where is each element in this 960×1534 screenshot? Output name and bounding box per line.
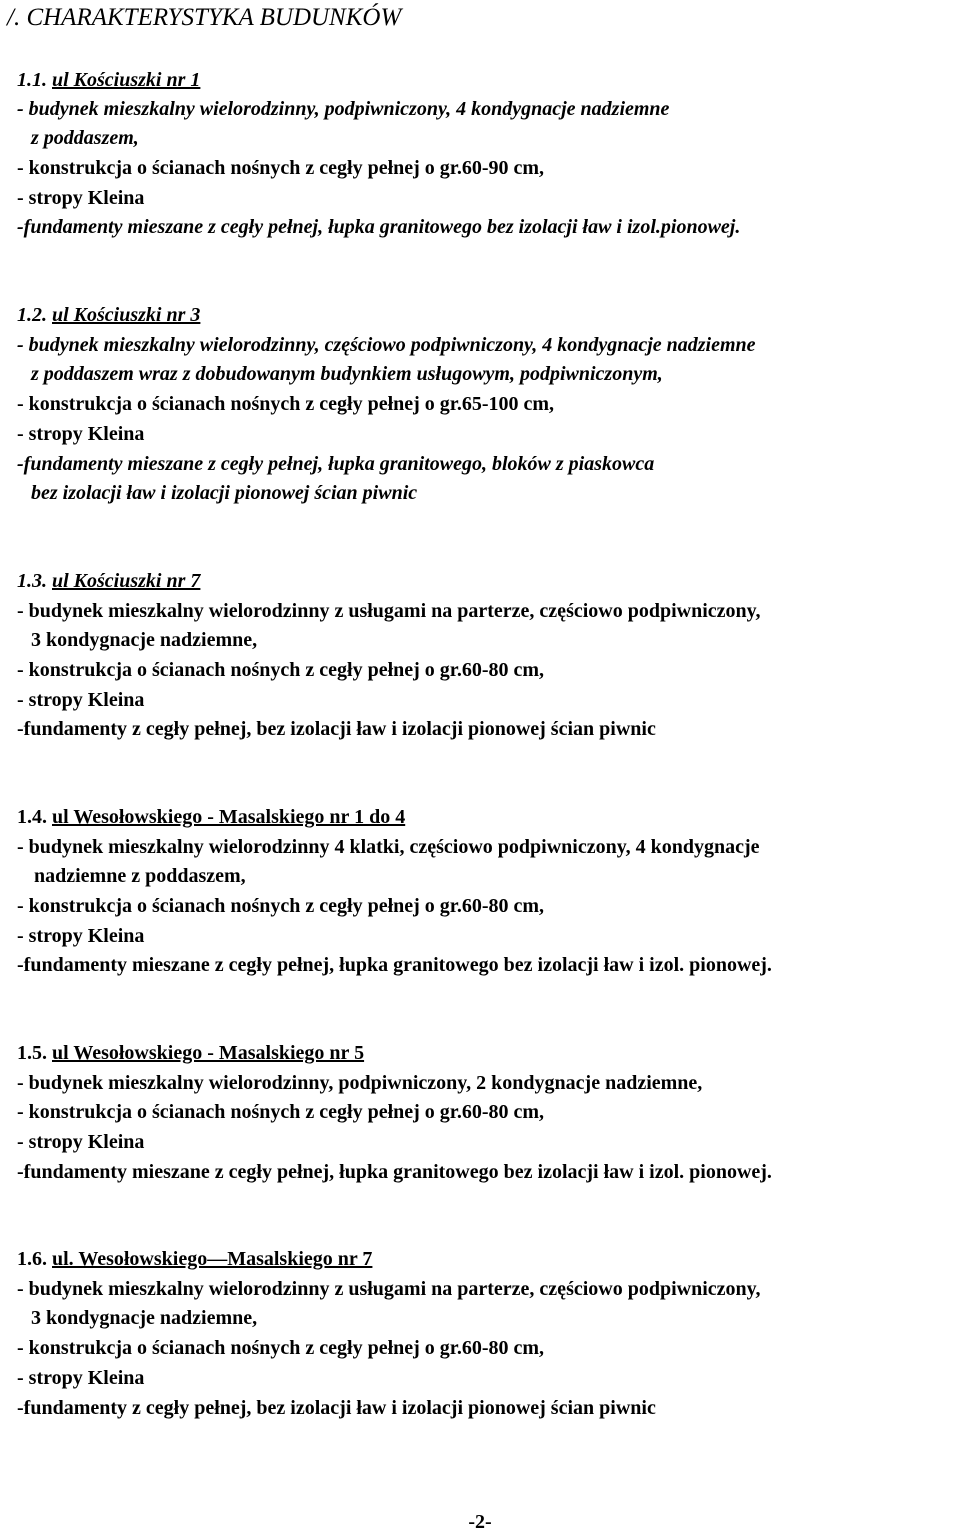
section-heading-1-4 xyxy=(17,805,405,829)
section-number: 1.2. xyxy=(17,304,47,326)
section-address: ul Wesołowskiego - Masalskiego nr 5 xyxy=(52,1042,365,1064)
section-heading-1-3 xyxy=(17,569,200,593)
section-line: - budynek mieszkalny wielorodzinny, podpiwniczony, 4 kondygnacje nadziemne xyxy=(17,98,670,120)
section-address: ul Kościuszki nr 7 xyxy=(52,570,201,592)
section-number: 1.3. xyxy=(17,570,47,592)
section-line: -fundamenty mieszane z cegły pełnej, łupka granitowego bez izolacji ław i izol. pionowej. xyxy=(17,1161,772,1183)
section-line: - budynek mieszkalny wielorodzinny, częściowo podpiwniczony, 4 kondygnacje nadziemne xyxy=(17,334,756,356)
section-address: ul Wesołowskiego - Masalskiego nr 1 do 4 xyxy=(52,806,406,828)
section-line: - budynek mieszkalny wielorodzinny z usługami na parterze, częściowo podpiwniczony, xyxy=(17,1278,761,1300)
section-line: - konstrukcja o ścianach nośnych z cegły pełnej o gr.60-90 cm, xyxy=(17,157,545,179)
section-line: nadziemne z poddaszem, xyxy=(34,865,246,887)
section-address: ul. Wesołowskiego—Masalskiego nr 7 xyxy=(52,1248,373,1270)
section-number: 1.4. xyxy=(17,806,47,828)
page-number: -2- xyxy=(468,1511,492,1533)
section-heading-1-2 xyxy=(17,303,200,327)
section-line: -fundamenty mieszane z cegły pełnej, łupka granitowego bez izolacji ław i izol.pionowej. xyxy=(17,216,741,238)
section-line: - budynek mieszkalny wielorodzinny 4 klatki, częściowo podpiwniczony, 4 kondygnacje xyxy=(17,836,760,858)
section-line: 3 kondygnacje nadziemne, xyxy=(31,629,258,651)
section-line: - konstrukcja o ścianach nośnych z cegły pełnej o gr.65-100 cm, xyxy=(17,393,555,415)
section-line: - stropy Kleina xyxy=(17,187,145,209)
section-line: z poddaszem wraz z dobudowanym budynkiem usługowym, podpiwniczonym, xyxy=(31,363,663,385)
section-heading-1-1 xyxy=(17,68,200,92)
section-line: - stropy Kleina xyxy=(17,1367,145,1389)
section-number: 1.5. xyxy=(17,1042,47,1064)
section-line: -fundamenty z cegły pełnej, bez izolacji ław i izolacji pionowej ścian piwnic xyxy=(17,718,656,740)
section-line: -fundamenty z cegły pełnej, bez izolacji ław i izolacji pionowej ścian piwnic xyxy=(17,1397,656,1419)
section-line: - stropy Kleina xyxy=(17,423,145,445)
section-line: - stropy Kleina xyxy=(17,925,145,947)
section-address: ul Kościuszki nr 1 xyxy=(52,69,201,91)
section-number: 1.1. xyxy=(17,69,47,91)
section-heading-1-6 xyxy=(17,1247,372,1271)
section-line: - budynek mieszkalny wielorodzinny z usługami na parterze, częściowo podpiwniczony, xyxy=(17,600,761,622)
section-line: - konstrukcja o ścianach nośnych z cegły pełnej o gr.60-80 cm, xyxy=(17,895,545,917)
section-address: ul Kościuszki nr 3 xyxy=(52,304,201,326)
section-line: - konstrukcja o ścianach nośnych z cegły pełnej o gr.60-80 cm, xyxy=(17,1337,545,1359)
section-line: -fundamenty mieszane z cegły pełnej, łupka granitowego, bloków z piaskowca xyxy=(17,453,655,475)
section-line: z poddaszem, xyxy=(31,127,139,149)
section-number: 1.6. xyxy=(17,1248,47,1270)
section-line: - konstrukcja o ścianach nośnych z cegły pełnej o gr.60-80 cm, xyxy=(17,659,545,681)
section-line: -fundamenty mieszane z cegły pełnej, łupka granitowego bez izolacji ław i izol. pionowej. xyxy=(17,954,772,976)
section-line: - stropy Kleina xyxy=(17,1131,145,1153)
document-title: /. CHARAKTERYSTYKA BUDUNKÓW xyxy=(7,4,402,31)
section-line: - konstrukcja o ścianach nośnych z cegły pełnej o gr.60-80 cm, xyxy=(17,1101,545,1123)
section-line: 3 kondygnacje nadziemne, xyxy=(31,1307,258,1329)
section-line: - stropy Kleina xyxy=(17,689,145,711)
section-line: - budynek mieszkalny wielorodzinny, podpiwniczony, 2 kondygnacje nadziemne, xyxy=(17,1072,703,1094)
section-heading-1-5 xyxy=(17,1041,364,1065)
section-line: bez izolacji ław i izolacji pionowej ścian piwnic xyxy=(31,482,418,504)
